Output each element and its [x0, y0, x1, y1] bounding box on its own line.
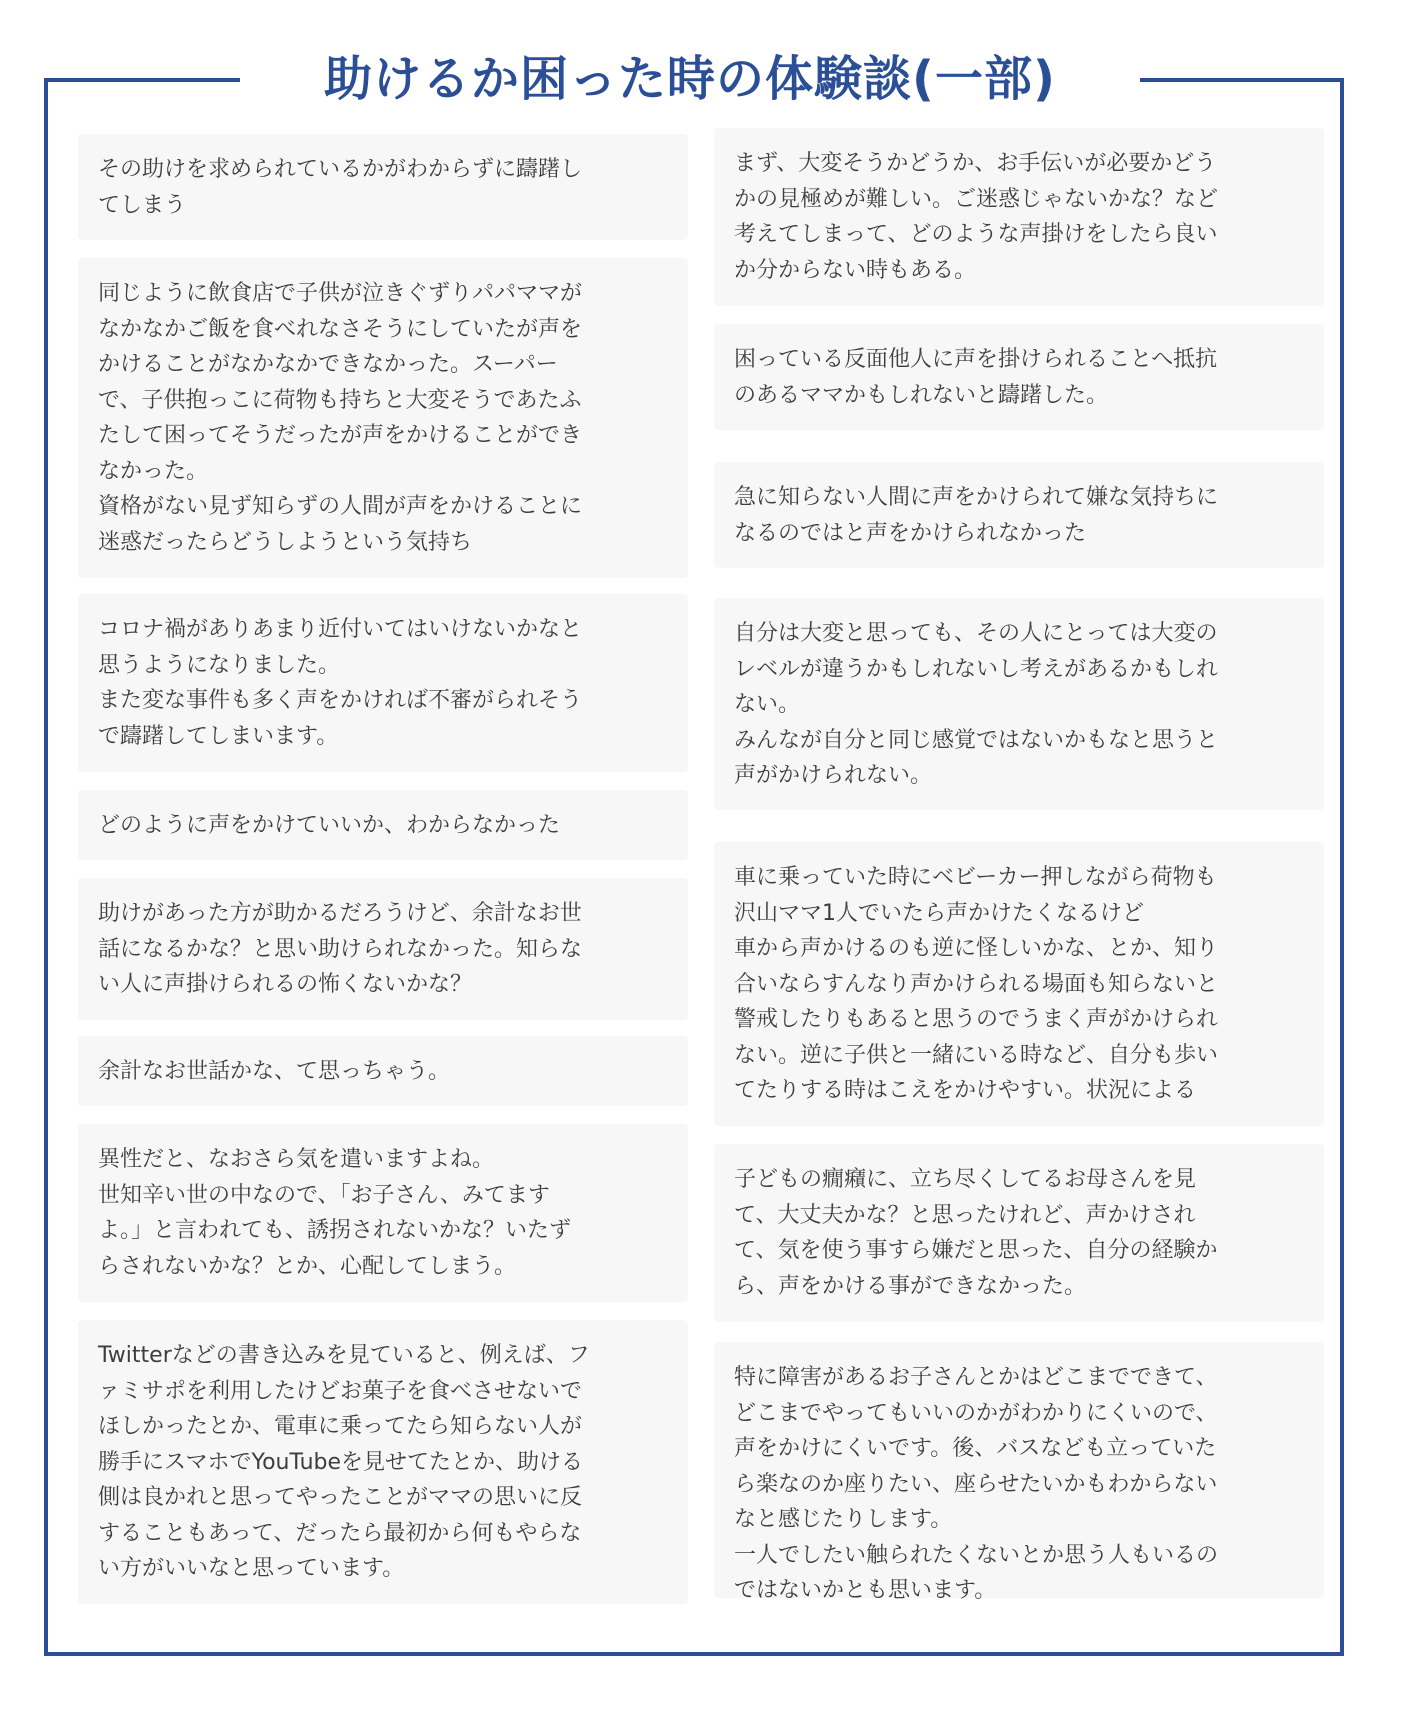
left-card-6: [78, 1036, 688, 1106]
right-card-4: [714, 598, 1324, 810]
right-card-1: [714, 128, 1324, 306]
page-title: 助けるか困った時の体験談(一部): [240, 34, 1140, 124]
card-text: 異性だと、なおさら気を遣いますよね。 世知辛い世の中なので、「お子さん、みてます よ。」と言われても、誘拐されないかな？いたず らされないかな？とか、心配してしまう。: [98, 1147, 572, 1279]
left-card-2: [78, 258, 688, 578]
card-text: 急に知らない人間に声をかけられて嫌な気持ちに なるのではと声をかけられなかった: [734, 485, 1219, 546]
card-text: まず、大変そうかどうか、お手伝いが必要かどう かの見極めが難しい。ご迷惑じゃないかな？など 考えてしまって、どのような声掛けをしたら良い か分からない時もある。: [734, 151, 1219, 283]
card-text: 余計なお世話かな、て思っちゃう。: [98, 1059, 451, 1084]
card-text: 車に乗っていた時にベビーカー押しながら荷物も 沢山ママ1人でいたら声かけたくなるけど 車から声かけるのも逆に怪しいかな、とか、知り 合いならすんなり声かけられる場面も知らないと 警戒したりもあると思うのでうまく声がかけられ ない。逆に子供と一緒にいる時など、自分も歩い てたりする時はこえをかけやすい。状況による: [734, 865, 1219, 1103]
card-text: 助けがあった方が助かるだろうけど、余計なお世 話になるかな？と思い助けられなかった。知らな い人に声掛けられるの怖くないかな？: [98, 901, 583, 997]
card-text: 子どもの癇癪に、立ち尽くしてるお母さんを見 て、大丈夫かな？と思ったけれど、声かけされ て、気を使う事すら嫌だと思った、自分の経験か ら、声をかける事ができなかった。: [734, 1167, 1218, 1299]
left-card-8: [78, 1320, 688, 1604]
left-card-5: [78, 878, 688, 1020]
card-text: その助けを求められているかがわからずに躊躇し てしまう: [98, 157, 583, 218]
card-text: 同じように飲食店で子供が泣きぐずりパパママが なかなかご飯を食べれなさそうにしていたが声を かけることがなかなかできなかった。スーパー で、子供抱っこに荷物も持ちと大変そうであたふ たして困ってそうだったが声をかけることができ なかった。 資格がない見ず知らずの人間が声をかけることに 迷惑だったらどうしようという気持ち: [98, 281, 583, 555]
left-card-3: [78, 594, 688, 772]
card-text: 困っている反面他人に声を掛けられることへ抵抗 のあるママかもしれないと躊躇した。: [734, 347, 1218, 408]
card-text: Twitterなどの書き込みを見ていると、例えば、フ ァミサポを利用したけどお菓子を食べさせないで ほしかったとか、電車に乗ってたら知らない人が 勝手にスマホでYouTubeを見せてたとか、助ける 側は良かれと思ってやったことがママの思いに反 することもあって、だったら最初から何もやらな い方がいいなと思っています。: [98, 1343, 590, 1581]
right-card-3: [714, 462, 1324, 568]
card-text: どのように声をかけていいか、わからなかった: [98, 813, 561, 838]
right-card-7: [714, 1342, 1324, 1603]
left-card-1: [78, 134, 688, 240]
right-card-5: [714, 842, 1324, 1126]
left-card-7: [78, 1124, 688, 1302]
card-text: コロナ禍がありあまり近付いてはいけないかなと 思うようになりました。 また変な事件も多く声をかければ不審がられそう で躊躇してしまいます。: [98, 617, 583, 749]
card-text: 自分は大変と思っても、その人にとっては大変の レベルが違うかもしれないし考えがあるかもしれ ない。 みんなが自分と同じ感覚ではないかもなと思うと 声がかけられない。: [734, 621, 1219, 788]
left-card-4: [78, 790, 688, 860]
right-card-2: [714, 324, 1324, 430]
right-card-6: [714, 1144, 1324, 1322]
card-text: 特に障害があるお子さんとかはどこまでできて、 どこまでやってもいいのかがわかりにくいので、 声をかけにくいです。後、バスなども立っていた ら楽なのか座りたい、座らせたいかもわからない なと感じたりします。 一人でしたい触られたくないとか思う人もいるの ではないかとも思います。: [734, 1365, 1219, 1603]
